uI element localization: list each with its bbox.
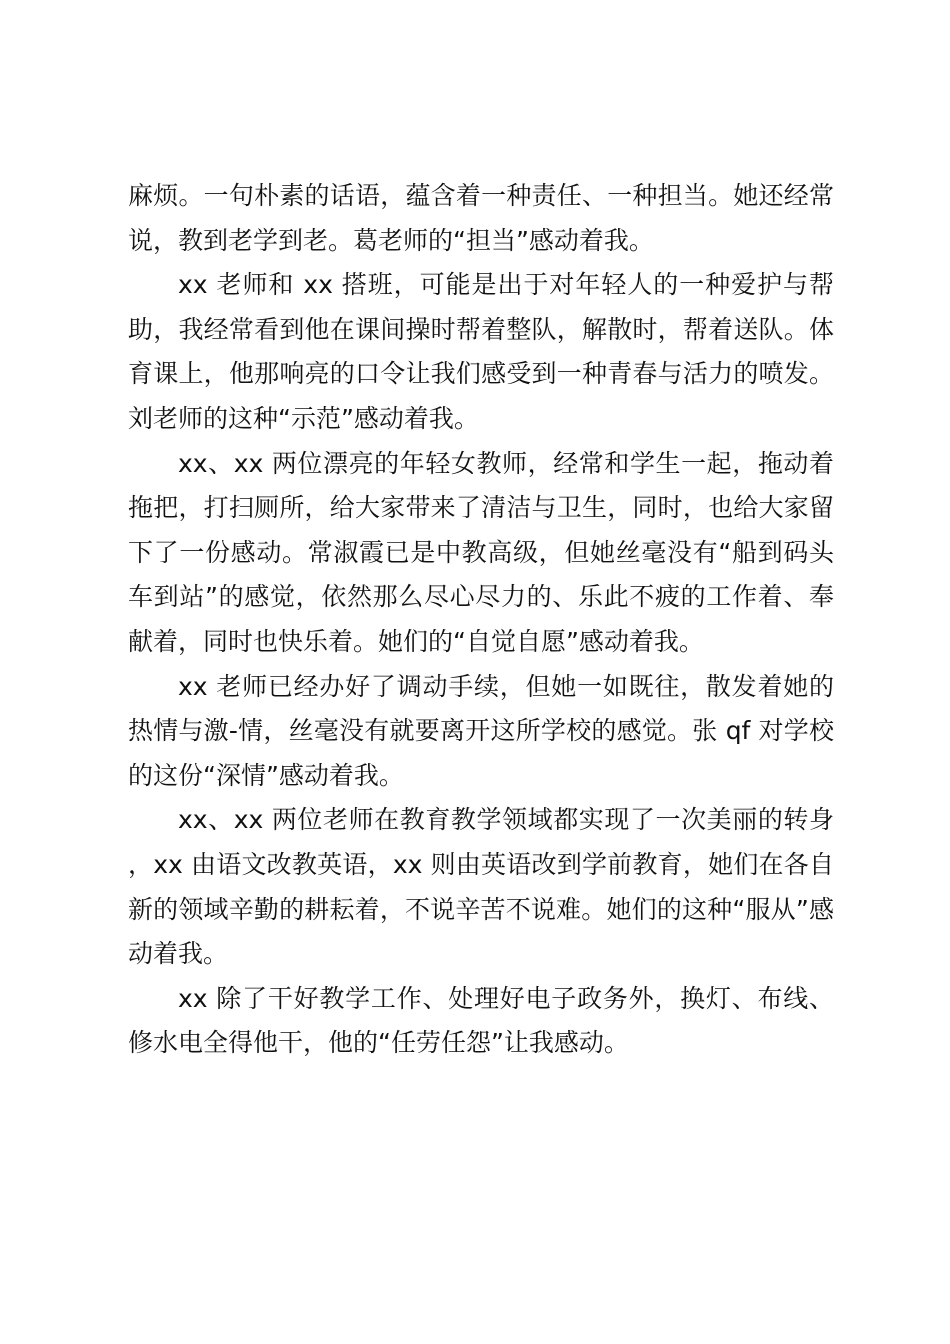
document-body [128,174,834,1066]
paragraph-4: xx 老师已经办好了调动手续，但她一如既往，散发着她的热情与激-情，丝毫没有就要离开这所学校的感觉。张 qf 对学校的这份“深情”感动着我。 [128,671,834,790]
paragraph-3: xx、xx 两位漂亮的年轻女教师，经常和学生一起，拖动着拖把，打扫厕所，给大家带来了清洁与卫生，同时，也给大家留下了一份感动。常淑霞已是中教高级，但她丝毫没有“船到码头车到站”的感觉，依然那么尽心尽力的、乐此不疲的工作着、奉献着，同时也快乐着。她们的“自觉自愿”感动着我。 [128,448,834,656]
paragraph-6: xx 除了干好教学工作、处理好电子政务外，换灯、布线、修水电全得他干，他的“任劳任怨”让我感动。 [128,983,834,1058]
paragraph-5: xx、xx 两位老师在教育教学领域都实现了一次美丽的转身，xx 由语文改教英语，xx 则由英语改到学前教育，她们在各自新的领域辛勤的耕耘着，不说辛苦不说难。她们的这种“服从”感动着我。 [128,805,834,969]
paragraph-1: 麻烦。一句朴素的话语，蕴含着一种责任、一种担当。她还经常说，教到老学到老。葛老师的“担当”感动着我。 [128,181,834,255]
paragraph-2: xx 老师和 xx 搭班，可能是出于对年轻人的一种爱护与帮助，我经常看到他在课间操时帮着整队，解散时，帮着送队。体育课上，他那响亮的口令让我们感受到一种青春与活力的喷发。刘老师的这种“示范”感动着我。 [128,270,834,433]
